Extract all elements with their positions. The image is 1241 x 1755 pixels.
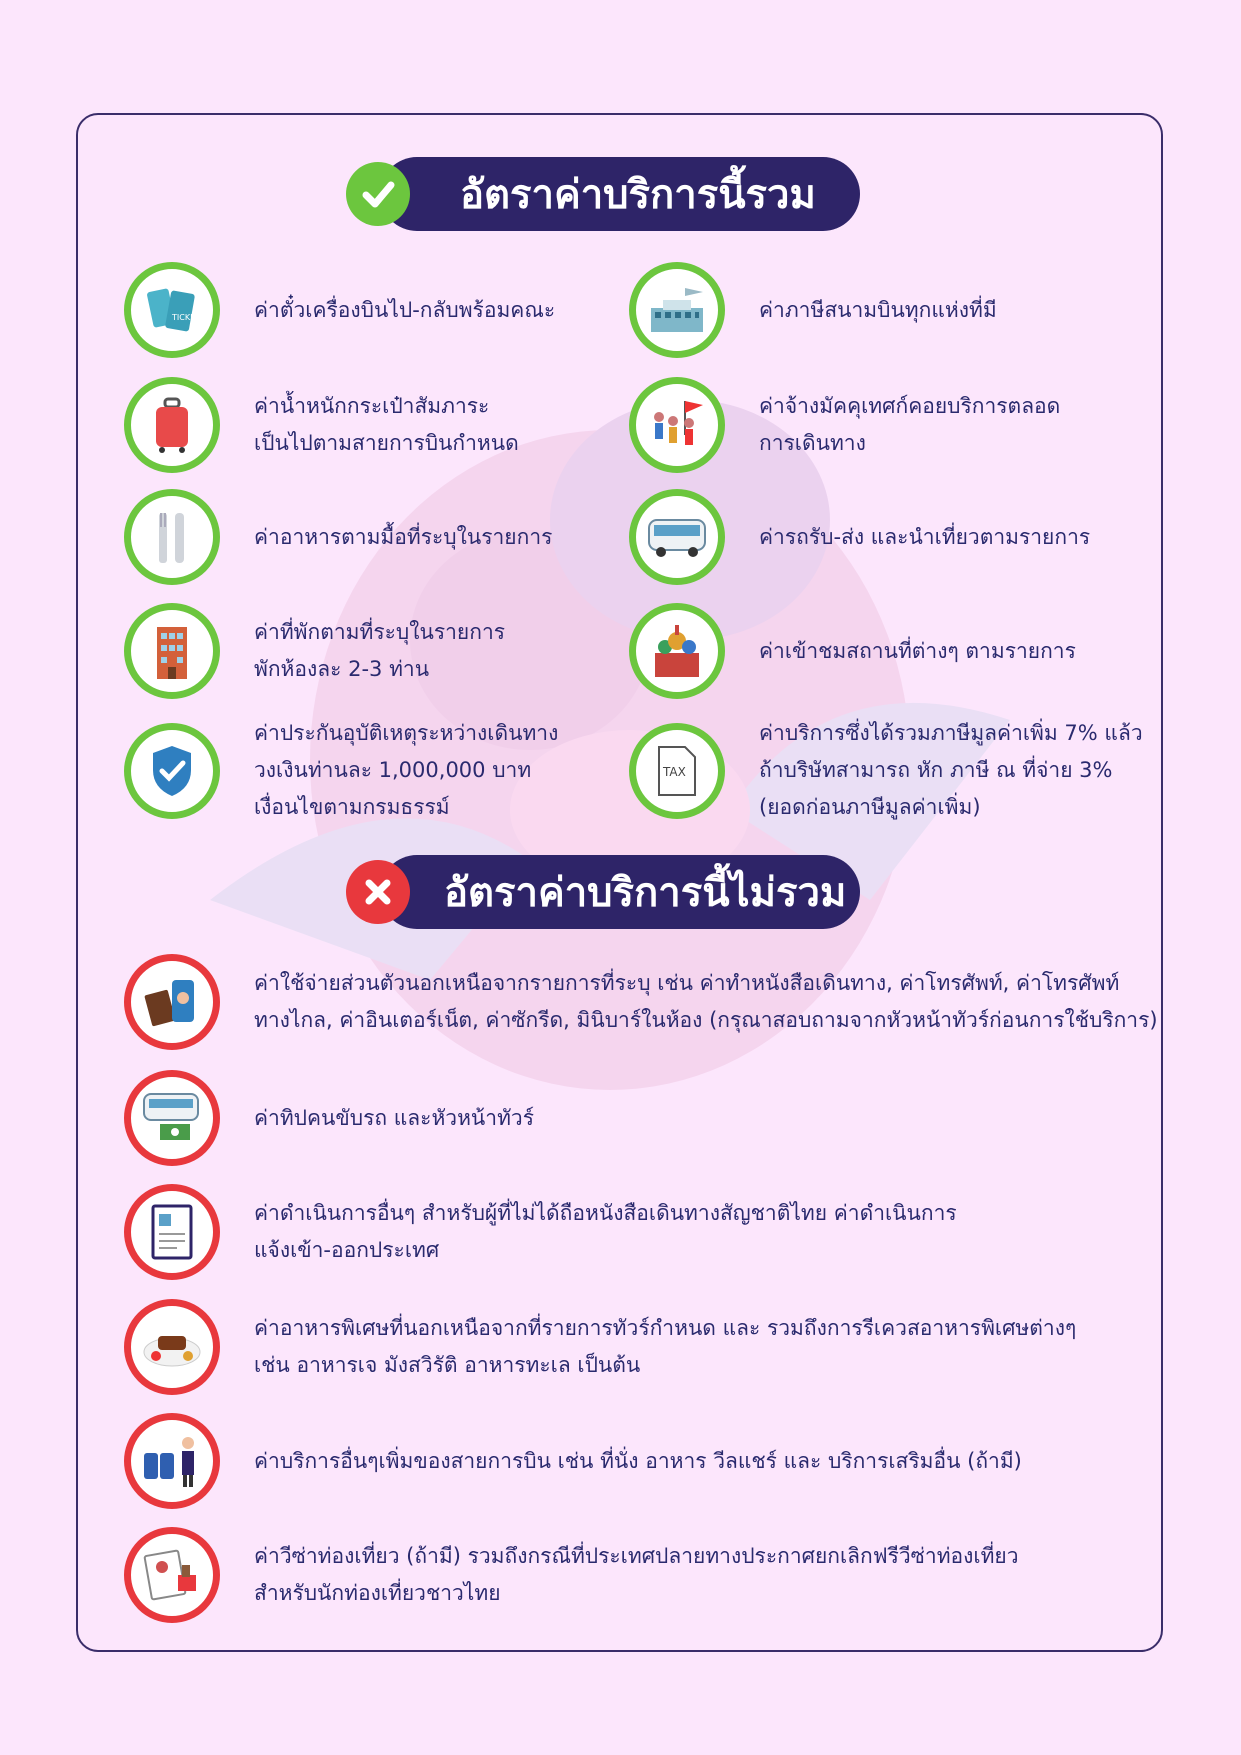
tax-document-icon bbox=[629, 723, 725, 819]
included-item-text: ค่าอาหารตามมื้อที่ระบุในรายการ bbox=[254, 524, 553, 549]
included-item-text: ค่าน้ำหนักกระเป๋าสัมภาระ เป็นไปตามสายการบินกำหนด bbox=[254, 394, 519, 455]
included-item-text: ค่าเข้าชมสถานที่ต่างๆ ตามรายการ bbox=[759, 638, 1076, 663]
passport-phone-icon bbox=[124, 954, 220, 1050]
tour-guide-icon bbox=[629, 377, 725, 473]
check-icon bbox=[358, 174, 398, 214]
excluded-title: อัตราค่าบริการนี้ไม่รวม bbox=[444, 870, 847, 916]
bus-tip-icon bbox=[124, 1070, 220, 1166]
insurance-shield-icon bbox=[124, 723, 220, 819]
excluded-item bbox=[124, 1070, 534, 1166]
included-item-text: ค่ารถรับ-ส่ง และนำเที่ยวตามรายการ bbox=[759, 524, 1091, 549]
svg-text:TAX: TAX bbox=[663, 764, 686, 779]
included-item-text: ค่าที่พักตามที่ระบุในรายการ พักห้องละ 2-3 ท่าน bbox=[254, 620, 506, 681]
included-item bbox=[124, 262, 555, 358]
included-item-text: ค่าภาษีสนามบินทุกแห่งที่มี bbox=[759, 297, 997, 322]
included-title: อัตราค่าบริการนี้รวม bbox=[460, 172, 816, 218]
excluded-item-text: ค่าดำเนินการอื่นๆ สำหรับผู้ที่ไม่ได้ถือหนังสือเดินทางสัญชาติไทย ค่าดำเนินการ แจ้งเข้า-ออกประเทศ bbox=[254, 1201, 957, 1262]
fork-knife-icon bbox=[124, 489, 220, 585]
bus-icon bbox=[629, 489, 725, 585]
airline-seat-icon bbox=[124, 1413, 220, 1509]
excluded-item bbox=[124, 1184, 957, 1280]
excluded-header bbox=[380, 855, 860, 929]
svg-text:TICKET: TICKET bbox=[172, 313, 201, 322]
excluded-item-text: ค่าใช้จ่ายส่วนตัวนอกเหนือจากรายการที่ระบุ เช่น ค่าทำหนังสือเดินทาง, ค่าโทรศัพท์, ค่าโทรศัพท์ ทางไกล, ค่าอินเตอร์เน็ต, ค่าซักรีด, มินิบาร์ในห้อง (กรุณาสอบถามจากหัวหน้าทัวร์ก่อนการใช้บริการ) bbox=[254, 971, 1158, 1032]
included-item-text: ค่าประกันอุบัติเหตุระหว่างเดินทาง วงเงินท่านละ 1,000,000 บาท เงื่อนไขตามกรมธรรม์ bbox=[254, 721, 559, 819]
landmark-icon bbox=[629, 603, 725, 699]
included-item-text: ค่าตั๋วเครื่องบินไป-กลับพร้อมคณะ bbox=[254, 297, 556, 322]
excluded-item-text: ค่าอาหารพิเศษที่นอกเหนือจากที่รายการทัวร์กำหนด และ รวมถึงการรีเควสอาหารพิเศษต่างๆ เช่น อาหารเจ มังสวิรัติ อาหารทะเล เป็นต้น bbox=[254, 1316, 1077, 1377]
included-item bbox=[629, 262, 997, 358]
travel-document-icon bbox=[124, 1184, 220, 1280]
cross-icon bbox=[360, 874, 396, 910]
luggage-icon bbox=[124, 377, 220, 473]
excluded-item bbox=[124, 954, 1158, 1050]
excluded-item bbox=[124, 1413, 1022, 1509]
included-item bbox=[124, 715, 558, 826]
included-item-text: ค่าบริการซึ่งได้รวมภาษีมูลค่าเพิ่ม 7% แล้ว ถ้าบริษัทสามารถ หัก ภาษี ณ ที่จ่าย 3% (ยอดก่อนภาษีมูลค่าเพิ่ม) bbox=[759, 721, 1143, 819]
hotel-icon bbox=[124, 603, 220, 699]
included-item bbox=[629, 489, 1090, 585]
included-header bbox=[380, 157, 860, 231]
included-item bbox=[124, 489, 552, 585]
check-badge bbox=[346, 162, 410, 226]
included-item bbox=[629, 715, 1143, 826]
excluded-item-text: ค่าทิปคนขับรถ และหัวหน้าทัวร์ bbox=[254, 1105, 534, 1130]
airport-icon bbox=[629, 262, 725, 358]
excluded-item bbox=[124, 1527, 1019, 1623]
special-meal-icon bbox=[124, 1299, 220, 1395]
excluded-item bbox=[124, 1299, 1076, 1395]
included-item bbox=[629, 377, 1060, 473]
visa-application-icon bbox=[124, 1527, 220, 1623]
excluded-item-text: ค่าวีซ่าท่องเที่ยว (ถ้ามี) รวมถึงกรณีที่ประเทศปลายทางประกาศยกเลิกฟรีวีซ่าท่องเที่ยว สำหรับนักท่องเที่ยวชาวไทย bbox=[254, 1544, 1019, 1605]
included-item bbox=[629, 603, 1076, 699]
included-item bbox=[124, 377, 519, 473]
cross-badge bbox=[346, 860, 410, 924]
included-item bbox=[124, 603, 505, 699]
included-item-text: ค่าจ้างมัคคุเทศก์คอยบริการตลอด การเดินทาง bbox=[759, 394, 1061, 455]
excluded-item-text: ค่าบริการอื่นๆเพิ่มของสายการบิน เช่น ที่นั่ง อาหาร วีลแชร์ และ บริการเสริมอื่น (ถ้ามี) bbox=[254, 1448, 1022, 1473]
airline-ticket-icon bbox=[124, 262, 220, 358]
